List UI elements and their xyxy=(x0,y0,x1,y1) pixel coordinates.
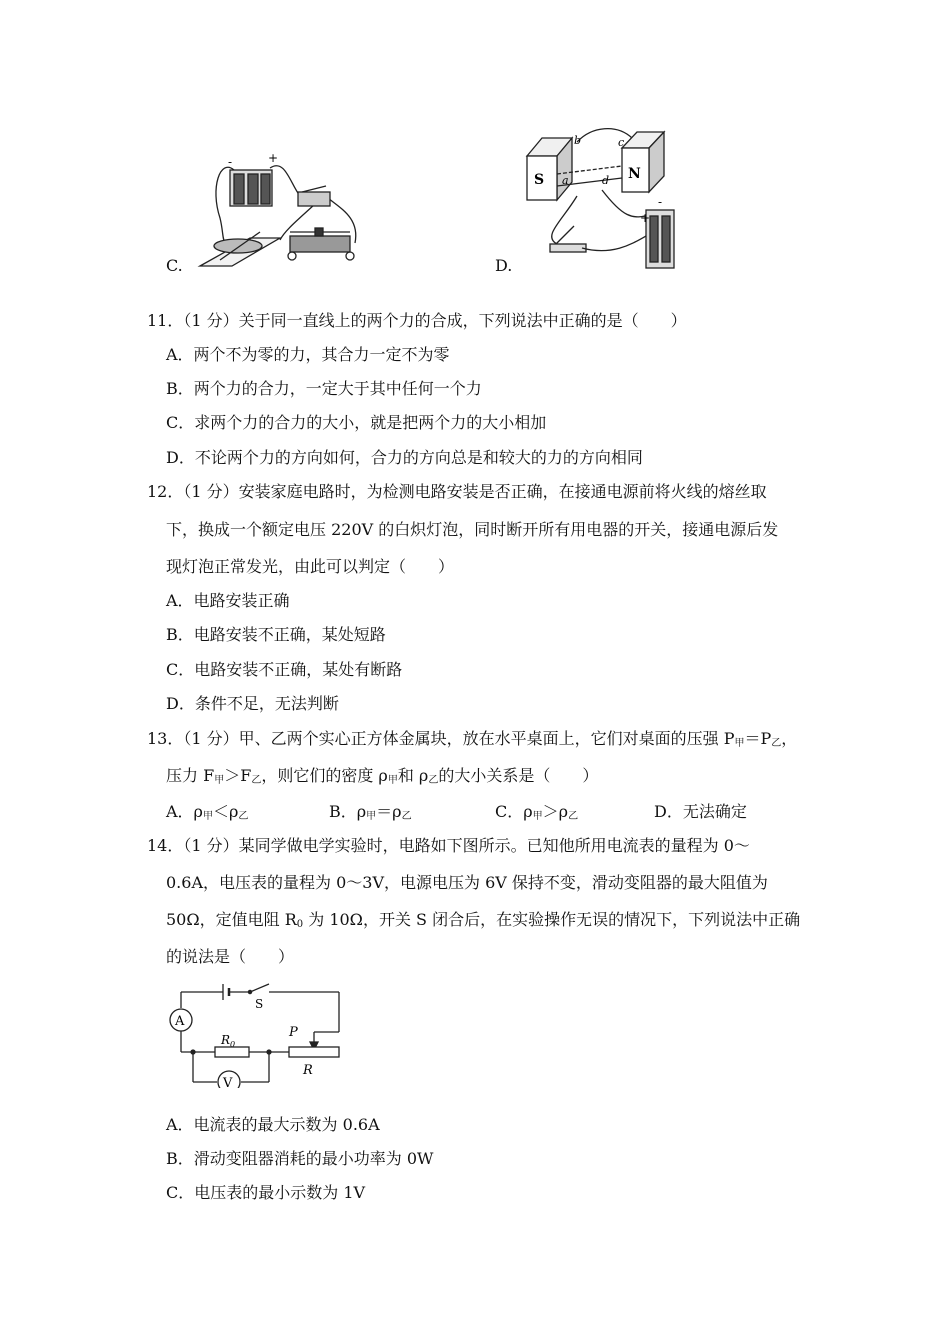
q11-option-c: C．求两个力的合力的大小，就是把两个力的大小相加 xyxy=(166,413,547,432)
q13-l1-text-a: 13．（1 分）甲、乙两个实心正方体金属块，放在水平桌面上，它们对桌面的压强 P xyxy=(147,729,735,748)
figure-d-wire-a: a xyxy=(562,174,569,187)
figure-d-pole-n: N xyxy=(628,166,641,182)
q13-l2-text-e: 的大小关系是（ ） xyxy=(438,766,599,785)
q14-stem-line2: 0.6A，电压表的量程为 0～3V，电源电压为 6V 保持不变，滑动变阻器的最大阻值为 xyxy=(166,873,768,892)
q13-a-sub2: 乙 xyxy=(238,811,249,822)
q13-c-sub1: 甲 xyxy=(532,811,543,822)
q13-b-pre: B．ρ xyxy=(329,802,367,821)
q14-l3-sub: 0 xyxy=(296,919,304,930)
q14-option-c: C．电压表的最小示数为 1V xyxy=(166,1183,366,1202)
q13-option-d: D．无法确定 xyxy=(654,802,747,821)
figure-c-circuit xyxy=(190,148,370,273)
q13-option-b xyxy=(329,802,412,827)
q14-stem-line3 xyxy=(166,910,800,935)
q13-l1-sub-yi: 乙 xyxy=(771,738,782,749)
figure-d-plus: + xyxy=(640,211,651,225)
figure-d-magnet-circuit xyxy=(522,126,684,274)
q13-a-sub1: 甲 xyxy=(202,811,213,822)
q13-a-mid: ＜ρ xyxy=(212,802,239,821)
q14-l3-text-b: 为 10Ω，开关 S 闭合后，在实验操作无误的情况下，下列说法中正确 xyxy=(303,910,801,929)
figure-d-pole-s: S xyxy=(534,172,545,188)
q13-b-sub2: 乙 xyxy=(401,811,412,822)
circuit-r0-text: R xyxy=(221,1033,231,1047)
circuit-ammeter-label: A xyxy=(175,1014,185,1029)
q12-option-b: B．电路安装不正确，某处短路 xyxy=(166,625,386,644)
q13-l1-sub-jia: 甲 xyxy=(734,738,745,749)
q12-option-a: A．电路安装正确 xyxy=(166,591,290,610)
figure-c-minus: - xyxy=(228,155,233,169)
q12-stem-line3: 现灯泡正常发光，由此可以判定（ ） xyxy=(166,557,455,576)
q13-stem-line2 xyxy=(166,766,598,791)
q12-option-c: C．电路安装不正确，某处有断路 xyxy=(166,660,403,679)
q12-stem-line1: 12．（1 分）安装家庭电路时，为检测电路安装是否正确，在接通电源前将火线的熔丝取 xyxy=(147,482,767,501)
q13-c-mid: ＞ρ xyxy=(542,802,569,821)
q11-stem: 11．（1 分）关于同一直线上的两个力的合成，下列说法中正确的是（ ） xyxy=(147,311,687,330)
figure-c-plus: + xyxy=(268,151,279,165)
q13-a-pre: A．ρ xyxy=(166,802,203,821)
figure-c-label: C. xyxy=(166,256,183,275)
q11-option-a: A．两个不为零的力，其合力一定不为零 xyxy=(166,345,450,364)
q14-option-b: B．滑动变阻器消耗的最小功率为 0W xyxy=(166,1149,434,1168)
q11-option-d: D．不论两个力的方向如何，合力的方向总是和较大的力的方向相同 xyxy=(166,448,643,467)
q13-l1-text-b: ＝P xyxy=(744,729,772,748)
q13-option-c xyxy=(495,802,578,827)
q13-l2-text-c: ，则它们的密度 ρ xyxy=(261,766,388,785)
q13-l2-text-a: 压力 F xyxy=(166,766,215,785)
circuit-voltmeter-label: V xyxy=(223,1076,233,1088)
q13-l2-sub-1: 甲 xyxy=(214,775,225,786)
q13-c-sub2: 乙 xyxy=(568,811,579,822)
q14-stem-line1: 14．（1 分）某同学做电学实验时，电路如下图所示。已知他所用电流表的量程为 0～ xyxy=(147,836,750,855)
q13-stem-line1 xyxy=(147,729,797,754)
q14-stem-line4: 的说法是（ ） xyxy=(166,947,295,966)
figure-d-wire-c: c xyxy=(618,136,625,149)
q12-stem-line2: 下，换成一个额定电压 220V 的白炽灯泡，同时断开所有用电器的开关，接通电源后发 xyxy=(166,520,779,539)
q11-option-b: B．两个力的合力，一定大于其中任何一个力 xyxy=(166,379,482,398)
figure-d-minus: - xyxy=(658,195,663,209)
circuit-rheostat-label: R xyxy=(303,1063,313,1078)
q14-circuit-diagram xyxy=(165,978,355,1088)
circuit-r0-sub: 0 xyxy=(230,1040,236,1049)
q13-l1-text-c: ， xyxy=(781,729,798,748)
q14-l3-text-a: 50Ω，定值电阻 R xyxy=(166,910,297,929)
figure-d-label: D. xyxy=(495,256,513,275)
q13-l2-sub-2: 乙 xyxy=(251,775,262,786)
circuit-r0-label xyxy=(220,1033,235,1049)
q13-option-a xyxy=(166,802,248,827)
q13-b-sub1: 甲 xyxy=(366,811,377,822)
q13-l2-text-b: ＞F xyxy=(224,766,252,785)
q12-option-d: D．条件不足，无法判断 xyxy=(166,694,339,713)
q13-l2-sub-4: 乙 xyxy=(428,775,439,786)
circuit-slider-label: P xyxy=(289,1025,298,1040)
circuit-switch-label: S xyxy=(255,997,264,1011)
q13-l2-sub-3: 甲 xyxy=(387,775,398,786)
q13-l2-text-d: 和 ρ xyxy=(397,766,429,785)
figure-d-wire-d: d xyxy=(602,174,610,187)
q13-b-mid: ＝ρ xyxy=(376,802,402,821)
q14-option-a: A．电流表的最大示数为 0.6A xyxy=(166,1115,380,1134)
figure-d-wire-b: b xyxy=(574,134,582,147)
q13-c-pre: C．ρ xyxy=(495,802,533,821)
